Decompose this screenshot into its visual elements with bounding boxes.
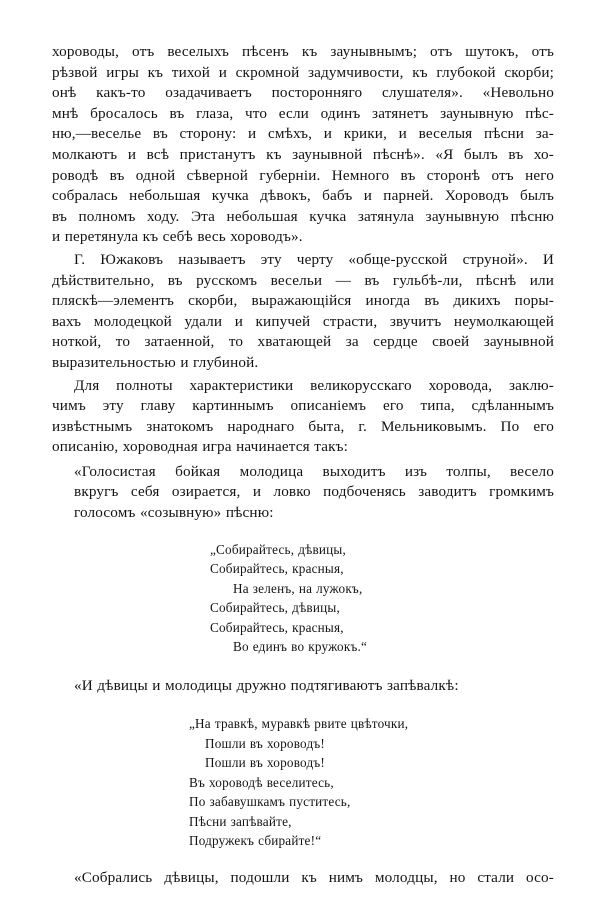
text-line: и перетянула къ себѣ весь хороводъ». — [52, 228, 303, 246]
verse-line: Собирайтесь, красныя, — [210, 561, 344, 577]
book-page — [52, 42, 554, 888]
text-line: мнѣ бросалось въ глаза, что если одинъ затянетъ заунывную пѣс- — [52, 104, 554, 122]
text-line: голосомъ «созывную» пѣсню: — [74, 504, 274, 522]
paragraph-4-quote — [52, 462, 554, 524]
verse-line: „На травкѣ, муравкѣ рвите цвѣточки, — [189, 716, 409, 732]
verse-line: Собирайтесь, красныя, — [210, 619, 344, 635]
text-line: онѣ какъ-то озадачиваетъ посторонняго слушателя». «Невольно — [52, 84, 554, 102]
text-line: выразительностью и глубиной. — [52, 353, 259, 371]
text-line: «Голосистая бойкая молодица выходитъ изъ толпы, весело — [74, 462, 554, 480]
text-line: извѣстнымъ знатокомъ народнаго быта, г. Мельниковымъ. По его — [52, 417, 554, 435]
text-line: молкаютъ и всѣ пристанутъ къ заунывной пѣснѣ». «Я былъ въ хо- — [52, 145, 554, 163]
paragraph-1 — [52, 42, 554, 248]
verse-line: „Собирайтесь, дѣвицы, — [210, 541, 346, 557]
verse-line: Въ хороводѣ веселитесь, — [189, 774, 334, 790]
text-line: дѣйствительно, въ русскомъ весельи — въ гульбѣ-ли, пѣснѣ или — [52, 271, 554, 289]
verse-line: Собирайтесь, дѣвицы, — [210, 600, 340, 616]
text-line: рѣзвой игры къ тихой и скромной задумчивости, къ глубокой скорби; — [52, 63, 554, 81]
text-line: пляскѣ—элементъ скорби, выражающійся иногда въ дикихъ поры- — [52, 292, 554, 310]
verse-block-1 — [210, 540, 554, 657]
text-line: ню,—веселье въ сторону: и смѣхъ, и крики, и веселыя пѣсни за- — [52, 125, 554, 143]
verse-line: Пѣсни запѣвайте, — [189, 813, 292, 829]
text-line: вкругъ себя озирается, и ловко подбоченясь заводитъ громкимъ — [74, 483, 554, 501]
text-line: «Собрались дѣвицы, подошли къ нимъ молодцы, но стали осо- — [74, 868, 554, 886]
verse-line: Во единъ во кружокъ.“ — [233, 639, 368, 655]
text-line: роводѣ въ одной сѣверной губерніи. Немного въ сторонѣ отъ него — [52, 166, 554, 184]
text-line: въ полномъ ходу. Эта небольшая кучка затянула заунывную пѣсню — [52, 207, 554, 225]
text-line: чимъ эту главу картиннымъ описаніемъ его типа, сдѣланнымъ — [52, 397, 554, 415]
verse-block-2 — [189, 714, 554, 851]
verse-line: Подружекъ сбирайте!“ — [189, 833, 322, 849]
text-line: вахъ молодецкой удали и кипучей страсти, звучитъ неумолкающей — [52, 312, 554, 330]
text-line: собралась небольшая кучка дѣвокъ, бабъ и парней. Хороводъ былъ — [52, 187, 554, 205]
text-line: «И дѣвицы и молодицы дружно подтягиваютъ запѣвалкѣ: — [74, 676, 459, 694]
text-line: хороводы, отъ веселыхъ пѣсенъ къ заунывнымъ; отъ шутокъ, отъ — [52, 43, 554, 60]
paragraph-5 — [52, 676, 554, 697]
verse-line: Пошли въ хороводъ! — [205, 755, 325, 771]
paragraph-2 — [52, 250, 554, 374]
verse-line: По забавушкамъ пуститесь, — [189, 794, 351, 810]
verse-line: На зеленъ, на лужокъ, — [233, 580, 363, 596]
text-line: описанію, хороводная игра начинается такъ: — [52, 438, 348, 456]
verse-line: Пошли въ хороводъ! — [205, 735, 325, 751]
paragraph-3 — [52, 376, 554, 458]
paragraph-6 — [52, 868, 554, 889]
text-line: Г. Южаковъ называетъ эту черту «обще-русской струной». И — [74, 250, 554, 268]
text-line: ноткой, то затаенной, то хватающей за сердце своей заунывной — [52, 333, 554, 351]
text-line: Для полноты характеристики великорусскаго хоровода, заклю- — [74, 376, 554, 394]
